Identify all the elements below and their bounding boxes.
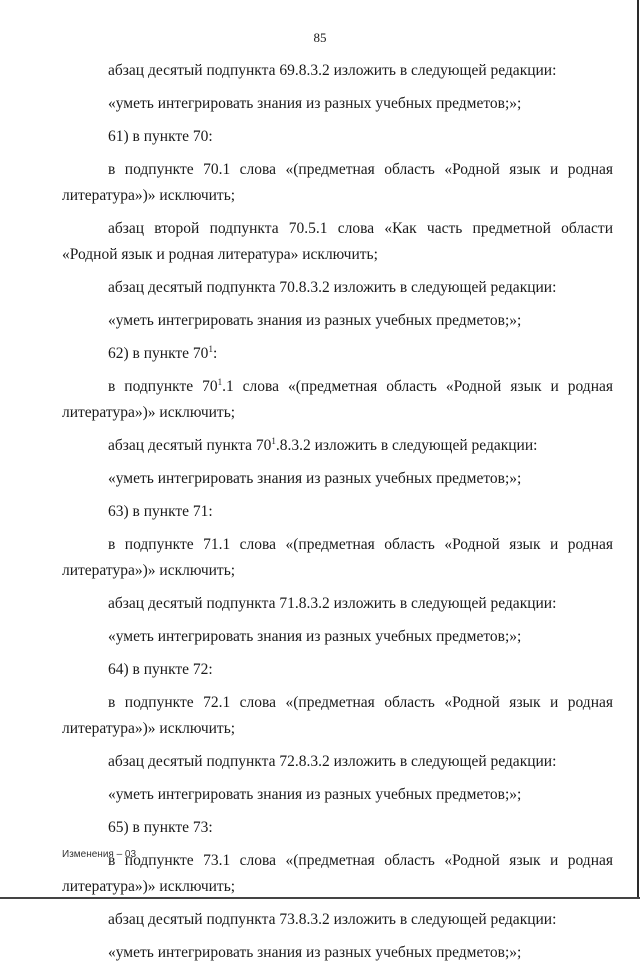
paragraph: в подпункте 71.1 слова «(предметная область «Родной язык и родная литература»)» исключить; <box>62 536 613 579</box>
paragraph: абзац десятый подпункта 69.8.3.2 изложить в следующей редакции: <box>108 62 557 79</box>
superscript: 1 <box>271 435 276 446</box>
page-number: 85 <box>313 30 327 45</box>
paragraph: 65) в пункте 73: <box>108 819 213 836</box>
paragraph: абзац десятый подпункта 73.8.3.2 изложить в следующей редакции: <box>108 911 557 928</box>
paragraph-text: абзац десятый пункта 70 <box>108 437 272 454</box>
paragraph: «уметь интегрировать знания из разных учебных предметов;»; <box>108 944 522 961</box>
superscript: 1 <box>208 343 213 354</box>
paragraph: абзац второй подпункта 70.5.1 слова «Как часть предметной области «Родной язык и родная литература» исключить; <box>62 220 613 263</box>
paragraph: абзац десятый подпункта 72.8.3.2 изложить в следующей редакции: <box>108 753 557 770</box>
paragraph: абзац десятый подпункта 70.8.3.2 изложить в следующей редакции: <box>108 279 557 296</box>
paragraph: «уметь интегрировать знания из разных учебных предметов;»; <box>108 470 522 487</box>
paragraph: «уметь интегрировать знания из разных учебных предметов;»; <box>108 312 522 329</box>
paragraph <box>62 433 613 459</box>
paragraph <box>62 341 613 367</box>
scan-edge-right <box>637 0 639 899</box>
paragraph <box>62 374 613 426</box>
document-body <box>62 58 613 973</box>
paragraph: 61) в пункте 70: <box>108 128 213 145</box>
paragraph: в подпункте 72.1 слова «(предметная область «Родной язык и родная литература»)» исключить; <box>62 694 613 737</box>
footer-revision: Изменения – 03 <box>62 849 137 860</box>
paragraph: «уметь интегрировать знания из разных учебных предметов;»; <box>108 628 522 645</box>
paragraph: 63) в пункте 71: <box>108 503 213 520</box>
paragraph-text: : <box>212 345 218 362</box>
superscript: 1 <box>217 376 223 387</box>
paragraph: 64) в пункте 72: <box>108 661 213 678</box>
paragraph-text: в подпункте 70 <box>108 378 218 395</box>
paragraph-text: 62) в пункте 70 <box>108 345 209 362</box>
paragraph: «уметь интегрировать знания из разных учебных предметов;»; <box>108 95 522 112</box>
paragraph: абзац десятый подпункта 71.8.3.2 изложить в следующей редакции: <box>108 595 557 612</box>
paragraph: в подпункте 70.1 слова «(предметная область «Родной язык и родная литература»)» исключить; <box>62 161 613 204</box>
paragraph-text: .8.3.2 изложить в следующей редакции: <box>275 437 538 454</box>
paragraph: «уметь интегрировать знания из разных учебных предметов;»; <box>108 786 522 803</box>
paragraph-text: .1 слова «(предметная область «Родной язык и родная литература»)» исключить; <box>62 378 613 421</box>
paragraph: в подпункте 73.1 слова «(предметная область «Родной язык и родная литература»)» исключить; <box>62 852 613 895</box>
